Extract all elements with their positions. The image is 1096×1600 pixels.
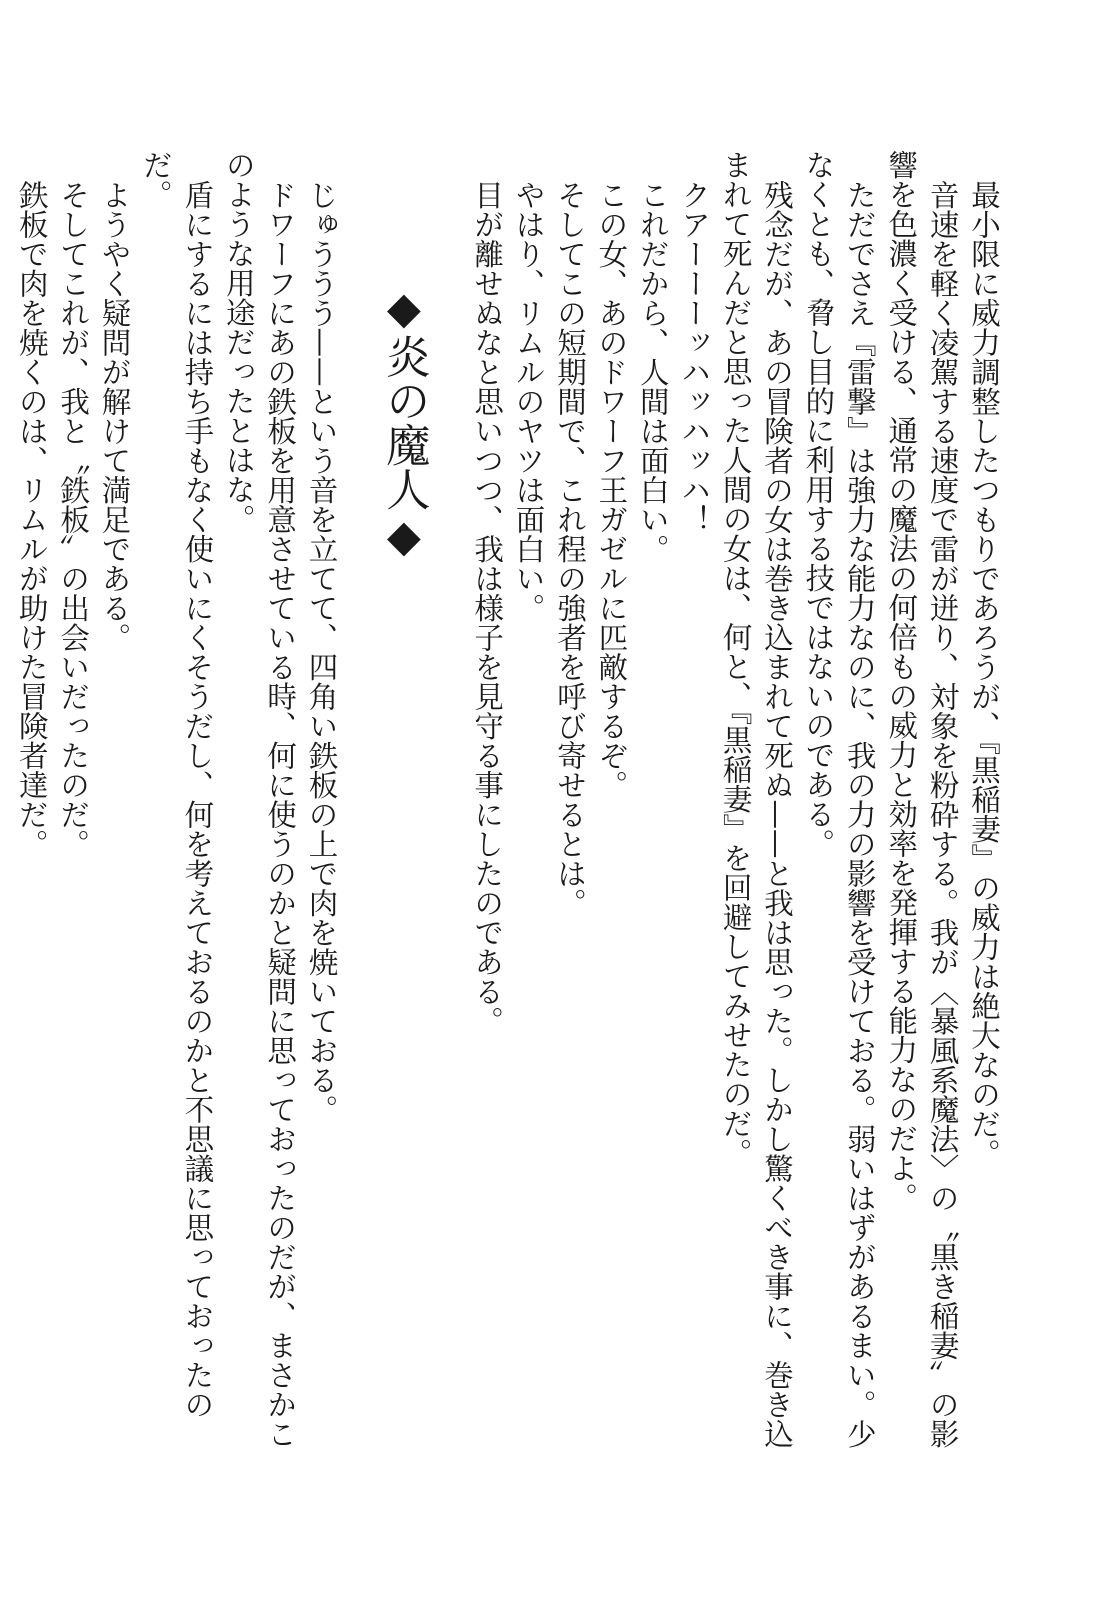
section-heading: ◆炎の魔人◆ bbox=[378, 282, 430, 562]
paragraph: 最小限に威力調整したつもりであろうが、『黒稲妻』の威力は絶大なのだ。 bbox=[967, 179, 1001, 1168]
blank-line bbox=[424, 150, 465, 1470]
paragraph: やはり、リムルのヤツは面白い。 bbox=[511, 179, 546, 622]
paragraph: 鉄板で肉を焼くのは、リムルが助けた冒険者達だ。 bbox=[14, 179, 49, 858]
paragraph: 盾にするには持ち手もなく使いにくそうだし、何を考えておるのかと不思議に思っておったのだ。 bbox=[138, 150, 215, 1419]
paragraph: ドワーフにあの鉄板を用意させている時、何に使うのかと疑問に思っておったのだが、まさかこのような用途だったとはな。 bbox=[221, 150, 298, 1448]
vertical-text-body bbox=[14, 150, 1004, 1470]
paragraph: ようやく疑問が解けて満足である。 bbox=[97, 179, 132, 652]
paragraph: そしてこの短期間で、これ程の強者を呼び寄せるとは。 bbox=[552, 179, 587, 917]
paragraph: そしてこれが、我と〝鉄板〟の出会いだったのだ。 bbox=[56, 179, 91, 858]
paragraph: 音速を軽く凌駕する速度で雷が迸り、対象を粉砕する。我が〈暴風系魔法〉の〝黒き稲妻〟の影響を色濃く受ける、通常の魔法の何倍もの威力と効率を発揮する能力なのだよ。 bbox=[884, 150, 960, 1448]
paragraph: クアーーーッハッハッハ！ bbox=[677, 179, 712, 534]
paragraph: 目が離せぬなと思いつつ、我は様子を見守る事にしたのである。 bbox=[470, 179, 505, 1035]
paragraph: じゅううう——という音を立てて、四角い鉄板の上で肉を焼いておる。 bbox=[304, 179, 339, 1124]
paragraph: 残念だが、あの冒険者の女は巻き込まれて死ぬ——と我は思った。しかし驚くべき事に、巻き込まれて死んだと思った人間の女は、何と、『黒稲妻』を回避してみせたのだ。 bbox=[718, 150, 794, 1448]
paragraph: ただでさえ『雷撃』は強力な能力なのに、我の力の影響を受けておる。弱いはずがあるまい。少なくとも、脅し目的に利用する技ではないのである。 bbox=[801, 150, 877, 1448]
blank-line bbox=[342, 150, 383, 1470]
paragraph: これだから、人間は面白い。 bbox=[635, 179, 670, 563]
paragraph: この女、あのドワーフ王ガゼルに匹敵するぞ。 bbox=[594, 179, 629, 799]
